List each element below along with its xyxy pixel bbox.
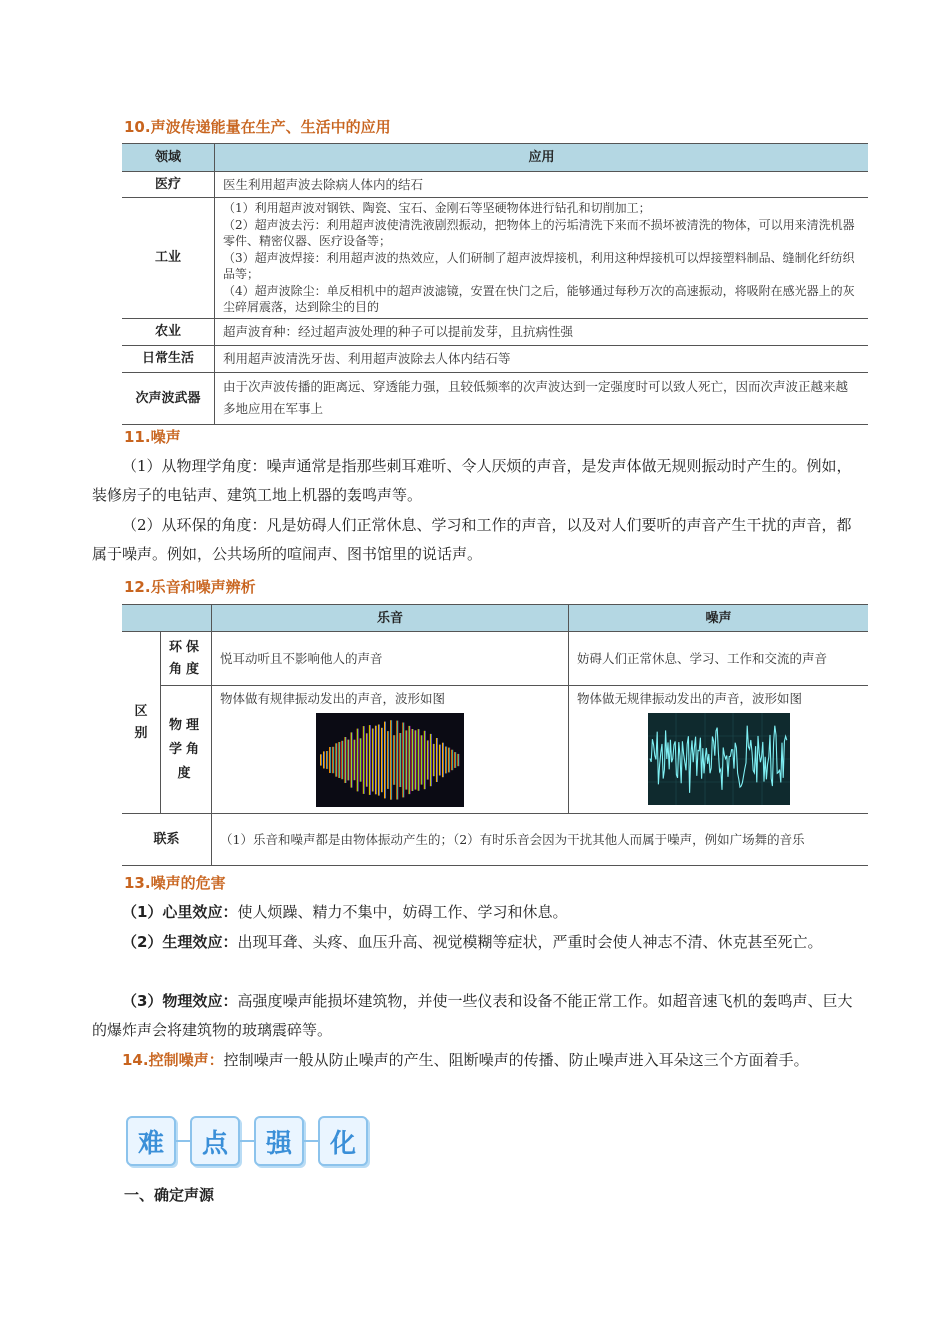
badge-char-2: 点 (190, 1116, 240, 1166)
music-wave-bar (354, 740, 356, 781)
field-agriculture: 农业 (122, 318, 215, 345)
physics-noise-cell (569, 686, 869, 814)
app-agriculture: 超声波育种：经过超声波处理的种子可以提前发芽，且抗病性强 (215, 318, 869, 345)
badge-connector (240, 1140, 254, 1142)
env-angle-label: 环保角度 (161, 632, 212, 686)
header-blank (122, 605, 212, 632)
noise-physics-paragraph: （1）从物理学角度：噪声通常是指那些刺耳难听、令人厌烦的声音，是发声体做无规则振动时产生的。例如，装修房子的电钻声、建筑工地上机器的轰鸣声等。 (92, 457, 852, 504)
industry-item-4: （4）超声波除尘：单反相机中的超声波滤镜，安置在快门之后，能够通过每秒万次的高速振动，将吸附在感光器上的灰尘碎屑震落，达到除尘的目的 (223, 283, 855, 314)
music-wave-bar (384, 722, 386, 799)
music-waveform-image (316, 713, 464, 807)
music-wave-bar (454, 752, 456, 768)
app-daily-life: 利用超声波清洗牙齿、利用超声波除去人体内结石等 (215, 345, 869, 372)
music-wave-bar (357, 729, 359, 792)
badge-char-3: 强 (254, 1116, 304, 1166)
music-wave-bar (347, 740, 349, 781)
header-noise: 噪声 (569, 605, 869, 632)
music-wave-bar (433, 744, 435, 776)
music-wave-bar (439, 745, 441, 776)
music-wave-bar (387, 731, 389, 789)
music-wave-bar (430, 734, 432, 786)
hazard-psychological: （1）心里效应：使人烦躁、精力不集中，妨碍工作、学习和休息。 (122, 903, 568, 921)
industry-item-2: （2）超声波去污：利用超声波使清洗液剧烈振动，把物体上的污垢清洗下来而不损坏被清洗的物体，可以用来清洗机器零件、精密仪器、医疗设备等； (223, 217, 855, 248)
section-12-title: 12.乐音和噪声辨析 (124, 578, 256, 596)
music-wave-bar (351, 732, 353, 787)
music-wave-bar (402, 723, 404, 798)
music-wave-bar (448, 748, 450, 773)
noise-environment-paragraph: （2）从环保的角度：凡是妨碍人们正常休息、学习和工作的声音，以及对人们要听的声音产生干扰的声音，都属于噪声。例如，公共场所的喧闹声、图书馆里的说话声。 (92, 516, 852, 563)
badge-char-1: 难 (126, 1116, 176, 1166)
field-industry: 工业 (122, 198, 215, 319)
music-wave-bar (338, 742, 340, 778)
field-medical: 医疗 (122, 172, 215, 198)
header-application: 应用 (215, 144, 869, 172)
music-wave-bar (393, 735, 395, 785)
music-wave-bar (323, 751, 325, 768)
hazard-physical: （3）物理效应：高强度噪声能损坏建筑物，并使一些仪表和设备不能正常工作。如超音速飞机的轰鸣声、巨大的爆炸声会将建筑物的玻璃震碎等。 (92, 992, 853, 1039)
music-wave-bar (326, 751, 328, 769)
env-noise: 妨碍人们正常休息、学习、工作和交流的声音 (569, 632, 869, 686)
music-wave-bar (399, 733, 401, 787)
header-music: 乐音 (212, 605, 569, 632)
physics-angle-label: 物理学角度 (161, 686, 212, 814)
music-wave-bar (412, 729, 414, 791)
section-11-title: 11.噪声 (124, 428, 181, 446)
music-wave-bar (442, 743, 444, 778)
app-infrasound-weapon: 由于次声波传播的距离远、穿透能力强，且较低频率的次声波达到一定强度时可以致人死亡，因而次声波正越来越多地应用在军事上 (215, 372, 869, 424)
music-wave-bar (427, 740, 429, 779)
physics-music-text: 物体做有规律振动发出的声音，波形如图 (220, 691, 446, 706)
music-wave-bar (405, 730, 407, 789)
music-wave-bar (396, 721, 398, 800)
music-wave-bar (320, 754, 322, 765)
music-wave-bar (445, 747, 447, 774)
music-noise-comparison-table (122, 604, 868, 866)
music-wave-bar (381, 728, 383, 792)
music-wave-bar (366, 733, 368, 786)
env-music: 悦耳动听且不影响他人的声音 (212, 632, 569, 686)
app-industry (215, 198, 869, 319)
music-wave-bar (390, 720, 392, 800)
music-wave-bar (436, 738, 438, 782)
music-wave-bar (375, 726, 377, 795)
music-wave-bar (341, 741, 343, 779)
noise-control-paragraph: 14.控制噪声：控制噪声一般从防止噪声的产生、阻断噪声的传播、防止噪声进入耳朵这三个方面着手。 (122, 1051, 809, 1069)
badge-connector (176, 1140, 190, 1142)
music-wave-bar (372, 729, 374, 792)
music-wave-bar (329, 747, 331, 773)
ultrasound-application-table (122, 143, 868, 425)
music-wave-bar (415, 730, 417, 789)
section-10-title: 10.声波传递能量在生产、生活中的应用 (124, 118, 391, 136)
badge-connector (304, 1140, 318, 1142)
music-wave-bar (332, 747, 334, 773)
music-wave-bar (451, 750, 453, 771)
music-wave-bar (363, 726, 365, 794)
music-wave-bar (421, 735, 423, 784)
subsection-title: 一、确定声源 (124, 1186, 215, 1204)
physics-music-cell (212, 686, 569, 814)
music-wave-bar (408, 726, 410, 794)
link-label: 联系 (122, 814, 212, 866)
music-wave-bar (369, 725, 371, 795)
physics-noise-text: 物体做无规律振动发出的声音，波形如图 (577, 691, 803, 706)
link-text: （1）乐音和噪声都是由物体振动产生的；（2）有时乐音会因为干扰其他人而属于噪声，例如广场舞的音乐 (212, 814, 869, 866)
field-daily-life: 日常生活 (122, 345, 215, 372)
app-medical: 医生利用超声波去除病人体内的结石 (215, 172, 869, 198)
music-wave-bar (344, 737, 346, 783)
music-wave-bar (424, 731, 426, 789)
badge-char-4: 化 (318, 1116, 368, 1166)
field-infrasound-weapon: 次声波武器 (122, 372, 215, 424)
hazard-physiological: （2）生理效应：出现耳聋、头疼、血压升高、视觉模糊等症状，严重时会使人神志不清、休克甚至死亡。 (122, 933, 823, 951)
diff-label: 区别 (122, 632, 161, 814)
noise-waveform-image (648, 713, 790, 805)
music-wave-bar (335, 743, 337, 776)
difficulty-reinforcement-badge (126, 1116, 368, 1166)
section-13-title: 13.噪声的危害 (124, 874, 226, 892)
music-wave-bar (360, 738, 362, 781)
industry-item-1: （1）利用超声波对钢铁、陶瓷、宝石、金刚石等坚硬物体进行钻孔和切削加工； (223, 201, 651, 215)
industry-item-3: （3）超声波焊接：利用超声波的热效应，人们研制了超声波焊接机，利用这种焊接机可以焊接塑料制品、缝制化纤纺织品等； (223, 250, 855, 281)
music-wave-bar (378, 725, 380, 796)
music-wave-bar (418, 729, 420, 791)
header-field: 领域 (122, 144, 215, 172)
music-wave-bar (457, 754, 459, 766)
